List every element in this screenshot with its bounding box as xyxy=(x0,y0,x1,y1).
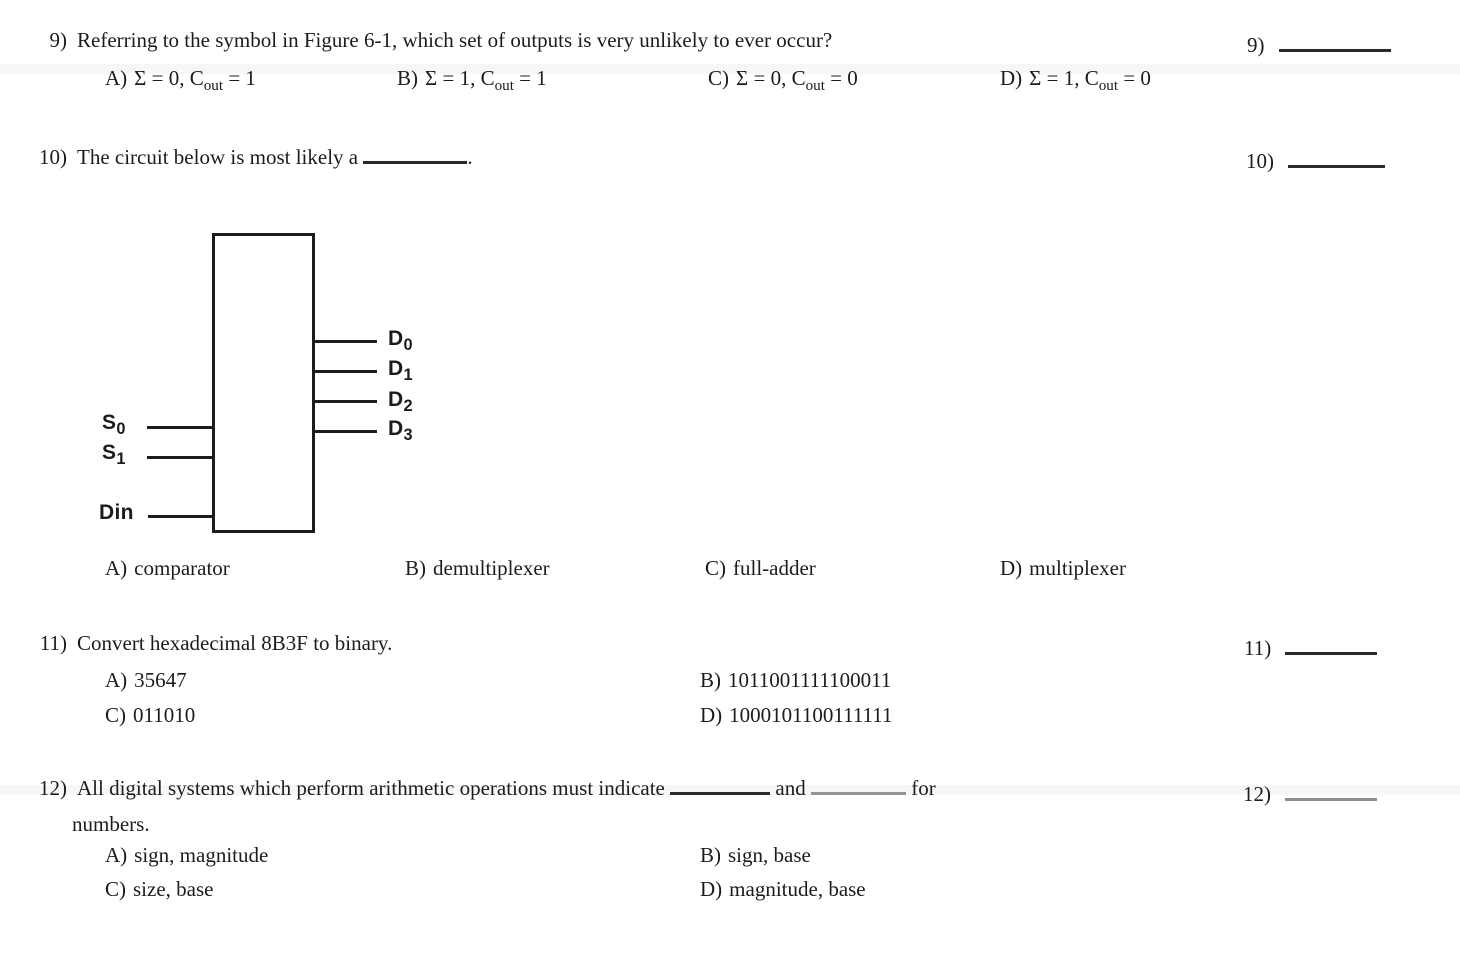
output-line-d2 xyxy=(315,400,377,403)
q12-option-d-label: D) xyxy=(700,877,723,901)
input-line-s0 xyxy=(147,426,212,429)
q10-option-c-text: full-adder xyxy=(733,556,816,580)
question-10 xyxy=(0,144,473,170)
q10-option-b xyxy=(405,556,550,581)
question-9-number: 9) xyxy=(49,28,67,52)
question-9 xyxy=(0,28,832,53)
q10-option-a-text: comparator xyxy=(134,556,230,580)
q11-option-b xyxy=(700,668,891,693)
q12-option-b xyxy=(700,843,811,868)
q11-option-d-label: D) xyxy=(700,703,723,727)
answer-slot-9 xyxy=(1247,30,1391,58)
q9-option-c xyxy=(708,66,858,95)
q10-option-a-label: A) xyxy=(105,556,128,580)
answer-11-blank xyxy=(1285,633,1377,655)
q10-text-after-blank: . xyxy=(467,144,473,169)
q12-text-between-blanks: and xyxy=(775,775,806,800)
q10-option-d xyxy=(1000,556,1126,581)
question-9-options xyxy=(0,66,1240,100)
question-11-number: 11) xyxy=(39,631,67,655)
question-12 xyxy=(0,775,936,801)
q12-text-before-blank1: All digital systems which perform arithmetic operations must indicate xyxy=(77,775,665,800)
input-label-din: Din xyxy=(99,501,134,524)
q9-option-b-text: Σ = 1, $C_{out} = 1$ xyxy=(425,66,547,95)
question-10-number: 10) xyxy=(39,144,67,169)
q10-option-b-label: B) xyxy=(405,556,426,580)
q11-option-a-label: A) xyxy=(105,668,128,692)
question-12-options-row1 xyxy=(0,843,1240,877)
q10-inline-blank xyxy=(363,144,467,164)
q9-option-d-label: D) xyxy=(1000,66,1023,90)
question-11-text: Convert hexadecimal 8B3F to binary. xyxy=(77,631,393,655)
answer-9-blank xyxy=(1279,30,1391,52)
q12-text-line2: numbers. xyxy=(72,812,150,836)
q10-option-d-label: D) xyxy=(1000,556,1023,580)
q12-option-a-label: A) xyxy=(105,843,128,867)
q11-option-b-label: B) xyxy=(700,668,721,692)
q11-option-d-text: 1000101100111111 xyxy=(729,703,893,727)
q10-option-b-text: demultiplexer xyxy=(433,556,550,580)
input-line-s1 xyxy=(147,456,212,459)
q9-option-b xyxy=(397,66,547,95)
output-line-d3 xyxy=(315,430,377,433)
answer-9-label: 9) xyxy=(1247,33,1265,57)
question-12-text xyxy=(77,775,936,801)
output-label-d3: $D_3$ xyxy=(388,417,413,445)
q12-option-a-text: sign, magnitude xyxy=(134,843,269,867)
output-line-d0 xyxy=(315,340,377,343)
q9-option-c-text: Σ = 0, $C_{out} = 0$ xyxy=(736,66,858,95)
answer-slot-11 xyxy=(1244,633,1377,661)
q11-option-b-text: 1011001111100011 xyxy=(728,668,892,692)
answer-10-blank xyxy=(1288,146,1385,168)
q9-option-a-text: Σ = 0, $C_{out} = 1$ xyxy=(134,66,256,95)
answer-slot-12 xyxy=(1243,779,1377,807)
input-line-din xyxy=(148,515,212,518)
q9-option-d xyxy=(1000,66,1151,95)
answer-11-label: 11) xyxy=(1244,636,1272,660)
q9-option-a-label: A) xyxy=(105,66,128,90)
question-11-options-row1 xyxy=(0,668,1240,702)
q11-option-a-text: 35647 xyxy=(134,668,187,692)
question-9-text: Referring to the symbol in Figure 6-1, which set of outputs is very unlikely to ever occur? xyxy=(77,28,833,52)
q11-option-a xyxy=(105,668,187,693)
output-label-d1: $D_1$ xyxy=(388,357,413,385)
answer-12-blank xyxy=(1285,779,1377,801)
q12-text-after-blank2: for xyxy=(911,775,936,800)
q10-option-c xyxy=(705,556,816,581)
output-label-d2: $D_2$ xyxy=(388,388,413,416)
answer-10-label: 10) xyxy=(1246,149,1274,173)
question-11-options-row2 xyxy=(0,703,1240,737)
answer-slot-10 xyxy=(1246,146,1385,174)
q11-option-c-text: 011010 xyxy=(133,703,196,727)
output-label-d0: $D_0$ xyxy=(388,327,413,355)
question-10-options xyxy=(0,556,1240,590)
question-10-text xyxy=(77,144,473,170)
q12-option-c xyxy=(105,877,213,902)
q9-option-a xyxy=(105,66,256,95)
answer-12-label: 12) xyxy=(1243,782,1271,806)
q9-option-b-label: B) xyxy=(397,66,418,90)
q9-option-d-text: Σ = 1, $C_{out} = 0$ xyxy=(1029,66,1151,95)
question-12-line2 xyxy=(0,812,150,837)
q9-option-c-label: C) xyxy=(708,66,729,90)
q12-option-d xyxy=(700,877,866,902)
input-label-s1: $S_1$ xyxy=(102,441,126,469)
output-line-d1 xyxy=(315,370,377,373)
q12-inline-blank-1 xyxy=(670,775,770,795)
q12-option-c-label: C) xyxy=(105,877,126,901)
q12-option-d-text: magnitude, base xyxy=(729,877,866,901)
q11-option-c-label: C) xyxy=(105,703,126,727)
q10-option-c-label: C) xyxy=(705,556,726,580)
q12-option-c-text: size, base xyxy=(133,877,214,901)
q12-inline-blank-2 xyxy=(811,775,906,795)
q10-option-a xyxy=(105,556,230,581)
q10-option-d-text: multiplexer xyxy=(1029,556,1126,580)
question-12-options-row2 xyxy=(0,877,1240,911)
q11-option-d xyxy=(700,703,893,728)
q10-text-before-blank: The circuit below is most likely a xyxy=(77,144,359,169)
q12-option-b-text: sign, base xyxy=(728,843,811,867)
question-12-number: 12) xyxy=(39,775,67,800)
input-label-s0: $S_0$ xyxy=(102,411,126,439)
circuit-body xyxy=(212,233,315,533)
q11-option-c xyxy=(105,703,195,728)
question-11 xyxy=(0,631,392,656)
q12-option-b-label: B) xyxy=(700,843,721,867)
q12-option-a xyxy=(105,843,268,868)
